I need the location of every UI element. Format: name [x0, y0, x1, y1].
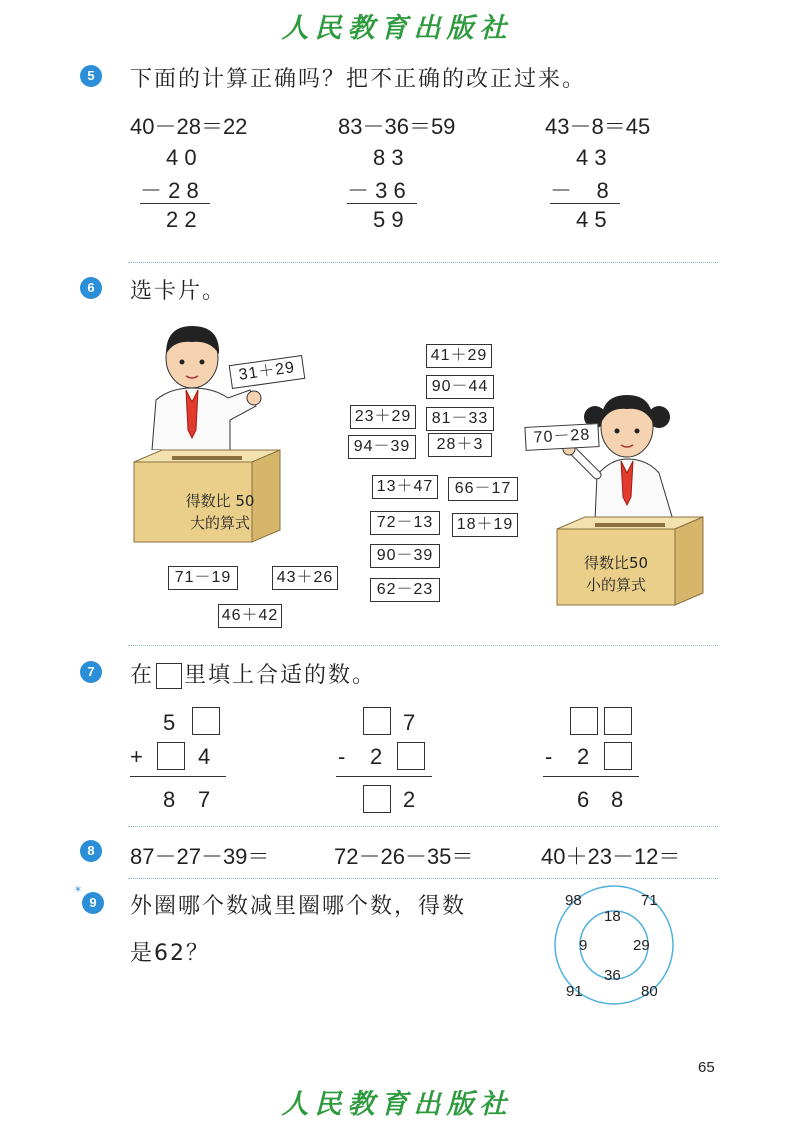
section-divider — [128, 878, 718, 879]
left-box-label-line1: 得数比 50 — [185, 492, 255, 510]
q7-p1-digit: 5 — [163, 710, 176, 735]
q8-equation-3: 40＋23－12＝ — [541, 844, 681, 869]
vertical-line — [130, 776, 226, 777]
answer-box[interactable] — [397, 742, 425, 770]
question-5-text: 下面的计算正确吗？把不正确的改正过来。 — [130, 67, 587, 92]
expression-card: 23＋29 — [350, 405, 416, 429]
q7-p2-digit: 7 — [403, 710, 416, 735]
outer-number: 91 — [566, 983, 583, 1000]
expression-card: 41＋29 — [426, 344, 492, 368]
right-box-label-line1: 得数比50 — [583, 554, 649, 572]
section-divider — [128, 826, 718, 827]
boy-card: 31＋29 — [229, 355, 306, 389]
expression-card: 90－39 — [370, 544, 440, 568]
section-divider — [128, 645, 718, 646]
inner-number: 29 — [633, 937, 650, 954]
answer-box[interactable] — [363, 707, 391, 735]
vertical-bottom: － 3 6 — [347, 178, 406, 203]
expression-card: 13＋47 — [372, 475, 438, 499]
expression-card: 90－44 — [426, 375, 494, 399]
question-7-text — [130, 658, 376, 689]
page-number: 65 — [698, 1059, 715, 1076]
answer-box[interactable] — [604, 742, 632, 770]
q7-p2-operator: - — [338, 744, 346, 769]
q7-p1-result: 8 — [163, 787, 176, 812]
expression-card: 66－17 — [448, 477, 518, 501]
expression-card: 28＋3 — [428, 433, 492, 457]
girl-card: 70－28 — [524, 423, 599, 451]
expression-card: 94－39 — [348, 435, 416, 459]
inner-number: 36 — [604, 967, 621, 984]
question-7-badge: 7 — [80, 661, 102, 683]
boy-illustration — [130, 320, 320, 450]
q5-equation-1: 40－28＝22 — [130, 114, 248, 139]
vertical-line — [550, 203, 620, 204]
q7-p2-result: 2 — [403, 787, 416, 812]
question-8-badge: 8 — [80, 840, 102, 862]
section-divider — [128, 262, 718, 263]
answer-box[interactable] — [157, 742, 185, 770]
question-5-badge: 5 — [80, 65, 102, 87]
expression-card: 46＋42 — [218, 604, 282, 628]
outer-number: 98 — [565, 892, 582, 909]
q8-equation-1: 87－27－39＝ — [130, 844, 270, 869]
question-6-badge: 6 — [80, 277, 102, 299]
q5-equation-2: 83－36＝59 — [338, 114, 456, 139]
answer-box — [156, 663, 182, 689]
q7-p3-digit: 2 — [577, 744, 590, 769]
outer-number: 71 — [641, 892, 658, 909]
q8-equation-2: 72－26－35＝ — [334, 844, 474, 869]
vertical-result: 4 5 — [576, 207, 607, 232]
q7-p2-digit: 2 — [370, 744, 383, 769]
expression-card: 18＋19 — [452, 513, 518, 537]
left-box-label — [170, 490, 270, 534]
q7-p3-result: 8 — [611, 787, 624, 812]
question-9-line1: 外圈哪个数减里圈哪个数，得数 — [130, 894, 467, 919]
expression-card: 62－23 — [370, 578, 440, 602]
question-9-line2: 是62？ — [130, 941, 210, 966]
header-logo: 人民教育出版社 — [281, 13, 513, 44]
answer-box[interactable] — [363, 785, 391, 813]
q7-p1-result: 7 — [198, 787, 211, 812]
vertical-top: 4 0 — [166, 145, 197, 170]
vertical-bottom: － 2 8 — [140, 178, 199, 203]
expression-card: 71－19 — [168, 566, 238, 590]
inner-number: 18 — [604, 908, 621, 925]
vertical-line — [336, 776, 432, 777]
expression-card: 43＋26 — [272, 566, 338, 590]
outer-number: 80 — [641, 983, 658, 1000]
q7-p1-operator: + — [130, 744, 143, 769]
vertical-result: 2 2 — [166, 207, 197, 232]
q5-equation-3: 43－8＝45 — [545, 114, 651, 139]
q7-p1-digit: 4 — [198, 744, 211, 769]
question-6-text: 选卡片。 — [130, 279, 227, 304]
question-9-badge: 9 — [82, 892, 104, 914]
answer-box[interactable] — [192, 707, 220, 735]
vertical-line — [140, 203, 210, 204]
vertical-top: 4 3 — [576, 145, 607, 170]
footer-logo: 人民教育出版社 — [281, 1089, 513, 1120]
left-box-label-line2: 大的算式 — [189, 514, 250, 532]
vertical-bottom: － 8 — [550, 178, 609, 203]
vertical-line — [543, 776, 639, 777]
vertical-top: 8 3 — [373, 145, 404, 170]
vertical-line — [347, 203, 417, 204]
challenge-star: * — [75, 884, 81, 898]
expression-card: 72－13 — [370, 511, 440, 535]
inner-number: 9 — [579, 937, 588, 954]
right-box-label-line2: 小的算式 — [585, 576, 646, 594]
expression-card: 81－33 — [426, 407, 494, 431]
right-box-label — [566, 552, 666, 596]
question-7-text-after: 里填上合适的数。 — [184, 663, 377, 688]
q7-p3-operator: - — [545, 744, 553, 769]
answer-box[interactable] — [604, 707, 632, 735]
girl-illustration — [555, 385, 705, 520]
question-7-text-before: 在 — [130, 663, 155, 688]
q7-p3-result: 6 — [577, 787, 590, 812]
vertical-result: 5 9 — [373, 207, 404, 232]
answer-box[interactable] — [570, 707, 598, 735]
